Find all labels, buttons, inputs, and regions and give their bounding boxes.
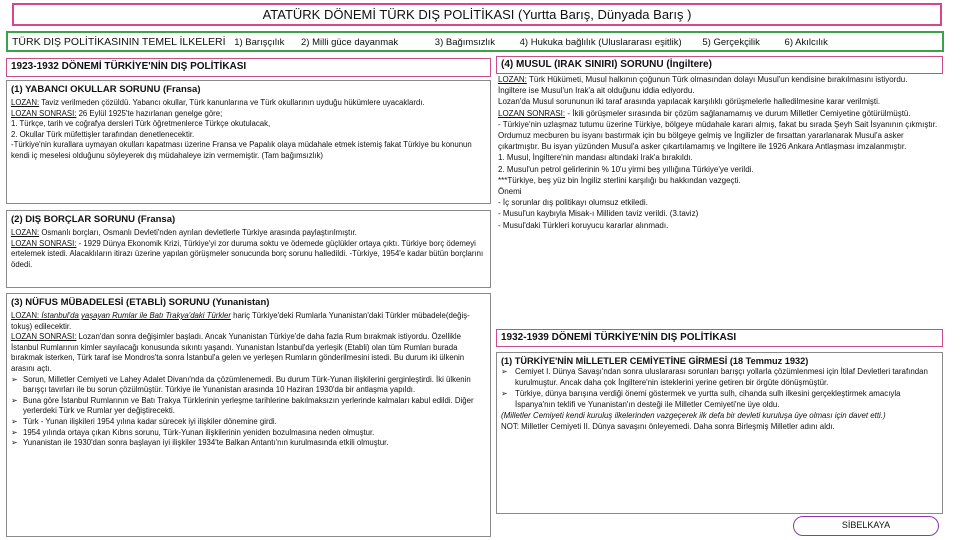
- league-bullets: [501, 367, 938, 411]
- debts-heading: (2) DIŞ BORÇLAR SORUNU (Fransa): [11, 214, 176, 225]
- lozan-italic: İstanbul'da yaşayan Rumlar ile Batı Trakya'daki Türkler: [39, 311, 231, 320]
- foreign-schools-heading: (1) YABANCI OKULLAR SORUNU (Fransa): [11, 84, 201, 95]
- page-title: [12, 3, 942, 26]
- lozan-label: LOZAN:: [498, 75, 527, 84]
- lozan-label: LOZAN:: [11, 311, 40, 320]
- mosul-heading: [496, 56, 943, 74]
- foreign-schools-panel: [6, 80, 491, 204]
- mosul-stars: ***Türkiye, beş yüz bin İngiliz sterlini karşılığı bu hakkından vazgeçti.: [498, 175, 741, 185]
- list-item: ➢ Cemiyet I. Dünya Savaşı'ndan sonra uluslararası sorunları barışçı yollarla çözümlenmesi için İtilaf Devletleri tarafından kurulmuştur. Ancak daha çok İngiltere'nin isteklerini yerine getiren bir örgüte dönüşmüştür.: [501, 367, 938, 389]
- mosul-after: [498, 108, 944, 119]
- period1-heading: [6, 58, 491, 77]
- mosul-heading-text: (4) MUSUL (IRAK SINIRI) SORUNU (İngiltere): [501, 59, 712, 70]
- foreign-schools-line1: 1. Türkçe, tarih ve coğrafya dersleri Türk öğretmenlerce Türkçe okutulacak,: [11, 119, 271, 129]
- lozan-label: LOZAN:: [11, 98, 40, 107]
- principle-item: 1) Barışçılık: [234, 37, 285, 48]
- foreign-schools-lozan: [11, 98, 486, 109]
- foreign-schools-line2: 2. Okullar Türk müfettişler tarafından denetlenecektir.: [11, 129, 195, 139]
- population-bullets: [11, 375, 486, 449]
- signature-badge: [793, 516, 939, 536]
- signature-text: SİBELKAYA: [841, 520, 891, 530]
- population-after: [11, 332, 486, 374]
- mosul-i1: - İç sorunlar dış politikayı olumsuz etkiledi.: [498, 198, 648, 208]
- mosul-n2: 2. Musul'un petrol gelirlerinin % 10'u yirmi beş yıllığına Türkiye'ye verildi.: [498, 164, 754, 174]
- league-not: NOT: Milletler Cemiyeti II. Dünya savaşını önleyemedi. Daha sonra Birleşmiş Milletler adını aldı.: [501, 421, 835, 431]
- list-item: ➢ Sorun, Milletler Cemiyeti ve Lahey Adalet Divanı'nda da çözümlenemedi. Bu durum Türk-Yunan ilişkilerini gerginleştirdi. İki ülkenin barışçı tavırları ile bu sorun çözülmüştür. Türkiye ile Yunanistan arasında 10 Haziran 1930'da bir antlaşma yapıldı.: [11, 375, 486, 396]
- debts-lozan: [11, 228, 486, 239]
- principle-item: 4) Hukuka bağlılık (Uluslararası eşitlik): [519, 37, 682, 48]
- league-heading: (1) TÜRKİYE'NİN MİLLETLER CEMİYETİNE GİRMESİ (18 Temmuz 1932): [501, 356, 809, 366]
- mosul-panel: [498, 74, 944, 322]
- debts-after: [11, 239, 486, 271]
- debts-panel: [6, 210, 491, 288]
- mosul-importance: Önemi: [498, 187, 522, 197]
- list-item: ➢ Türkiye, dünya barışına verdiği önemi göstermek ve yurtta sulh, cihanda sulh ilkesini gerçekleştirmek amacıyla İspanya'nın teklifi ve Yunanistan'ın desteği ile Milletler Cemiyeti'ne üye oldu.: [501, 389, 938, 411]
- mosul-p3: Lozan'da Musul sorununun iki taraf arasında yapılacak karşılıklı görüşmelerle halledilmesine karar verilmişti.: [498, 97, 881, 107]
- principle-item: 6) Akılcılık: [784, 37, 828, 48]
- after-label: LOZAN SONRASI:: [11, 238, 77, 248]
- mosul-n1: 1. Musul, İngiltere'nin mandası altındaki Irak'a bırakıldı.: [498, 153, 693, 163]
- after-text: - İkili görüşmeler sırasında bir çözüm sağlanamamış ve durum Milletler Cemiyetine götürülmüştü.: [565, 108, 911, 118]
- list-item: ➢ Türk - Yunan ilişkileri 1954 yılına kadar sürecek iyi ilişkiler dönemine girdi.: [11, 417, 486, 428]
- population-exchange-panel: [6, 293, 491, 537]
- foreign-schools-after: [11, 109, 486, 120]
- lozan-text: Türk Hükümeti, Musul halkının çoğunun Türk olmasından dolayı Musul'un kendisine bırakılmasını istiyordu.: [526, 75, 908, 84]
- principle-item: 5) Gerçekçilik: [702, 37, 760, 48]
- league-panel: [496, 352, 943, 514]
- mosul-p2: İngiltere ise Musul'un Irak'a ait olduğunu iddia ediyordu.: [498, 86, 695, 96]
- mosul-lozan: [498, 74, 944, 85]
- after-label: LOZAN SONRASI:: [498, 108, 566, 118]
- after-text: 26 Eylül 1925'te hazırlanan genelge göre;: [76, 108, 223, 118]
- lozan-text: Osmanlı borçları, Osmanlı Devleti'nden ayrılan devletlerle Türkiye arasında paylaştırılmıştır.: [39, 228, 357, 237]
- after-label: LOZAN SONRASI:: [11, 108, 77, 118]
- period1-heading-text: 1923-1932 DÖNEMİ TÜRKİYE'NİN DIŞ POLİTİKASI: [11, 61, 247, 72]
- principle-item: 2) Milli güce dayanmak: [301, 37, 399, 48]
- period2-heading: [496, 329, 943, 347]
- after-text: - 1929 Dünya Ekonomik Krizi, Türkiye'yi zor duruma soktu ve ödemede güçlükler ortaya çıktı. Türkiye borç ödemeyi ertelemek istedi. Alacaklıların itirazı üzerine yapılan görüşmeler sonucunda borç sorunu halledildi. -Türkiye, 1954'e kadar bütün borçlarını ödedi.: [11, 238, 484, 269]
- lozan-label: LOZAN:: [11, 228, 40, 237]
- lozan-text: Taviz verilmeden çözüldü. Yabancı okullar, Türk kanunlarına ve Türk okullarının uyduğu hükümlere uyacaklardı.: [39, 98, 425, 107]
- page-title-text: ATATÜRK DÖNEMİ TÜRK DIŞ POLİTİKASI (Yurtta Barış, Dünyada Barış ): [262, 7, 692, 22]
- lozan-text: hariç Türkiye'deki Rumlarla Yunanistan'daki Türkler mübadele(değiş-tokuş) edilecektir.: [11, 311, 470, 331]
- foreign-schools-line3: -Türkiye'nin kurallara uymayan okulları kapatması üzerine Fransa ve Papalık olaya müdahale etmek istemiş fakat Türkiye bu konunun kendi iç meselesi olduğunu söyleyerek dış müdahaleye izin vermemiştir. (Tam bağımsızlık): [11, 140, 472, 160]
- principles-bar: [6, 31, 944, 52]
- after-label: LOZAN SONRASI:: [11, 332, 77, 342]
- list-item: ➢ 1954 yılında ortaya çıkan Kıbrıs sorunu, Türk-Yunan ilişkilerinin yeniden bozulmasına neden olmuştur.: [11, 428, 486, 439]
- mosul-i2: - Musul'un kaybıyla Misak-ı Milliden taviz verildi. (3.taviz): [498, 209, 699, 219]
- list-item: ➢ Yunanistan ile 1930'dan sonra başlayan iyi ilişkiler 1934'te Balkan Antantı'nın kurulmasında etkili olmuştur.: [11, 438, 486, 449]
- population-lozan: [11, 311, 486, 332]
- league-italic-note: (Milletler Cemiyeti kendi kuruluş ilkelerinden vazgeçerek ilk defa bir devleti kuruluşa üye olması için davet etti.): [501, 410, 886, 420]
- principles-heading: TÜRK DIŞ POLİTİKASININ TEMEL İLKELERİ: [12, 36, 226, 48]
- period2-heading-text: 1932-1939 DÖNEMİ TÜRKİYE'NİN DIŞ POLİTİKASI: [501, 332, 737, 343]
- principle-item: 3) Bağımsızlık: [434, 37, 495, 48]
- mosul-p5: - Türkiye'nin uzlaşmaz tutumu üzerine Türkiye, bölgeye müdahale kararı almış, fakat bu sırada Şeyh Sait İsyanının çıkmıştır. Ordumuz mecburen bu isyanı bastırmak için bu bölgeye gelmiş ve İngilizler de fırsattan yararlanarak Musul'a asker çıkartmıştır. Bu isyan yüzünden Musul'a asker çıkartılamamış ve İngiltere ile 1926 Ankara Antlaşması imzalanmıştır.: [498, 119, 938, 152]
- list-item: ➢ Buna göre İstanbul Rumlarının ve Batı Trakya Türklerinin yerleşme tarihlerine bakılmaksızın yerlerinde kalmaları kabul edildi. Diğer yerlerdeki Türk ve Rumlar yer değiştirecekti.: [11, 396, 486, 417]
- after-text: Lozan'dan sonra değişimler başladı. Ancak Yunanistan Türkiye'de daha fazla Rum bırakmak istiyordu. Özellikle İstanbul Rumlarının kimler sayılacağı konusunda sıkıntı yaşandı. Yunanistan İstanbul'da yerleşik (Etabli) olan tüm Rumları burada bırakmak isterken, Türk taraf ise Mondros'ta sonra İstanbul'a gelen ve yerleşen Rumların gönderilmesini istedi. Bu durum iki ülkenin arasını açtı.: [11, 332, 465, 373]
- population-heading: (3) NÜFUS MÜBADELESİ (ETABLİ) SORUNU (Yunanistan): [11, 297, 270, 308]
- mosul-i3: - Musul'daki Türkleri koruyucu kararlar alınmadı.: [498, 220, 669, 230]
